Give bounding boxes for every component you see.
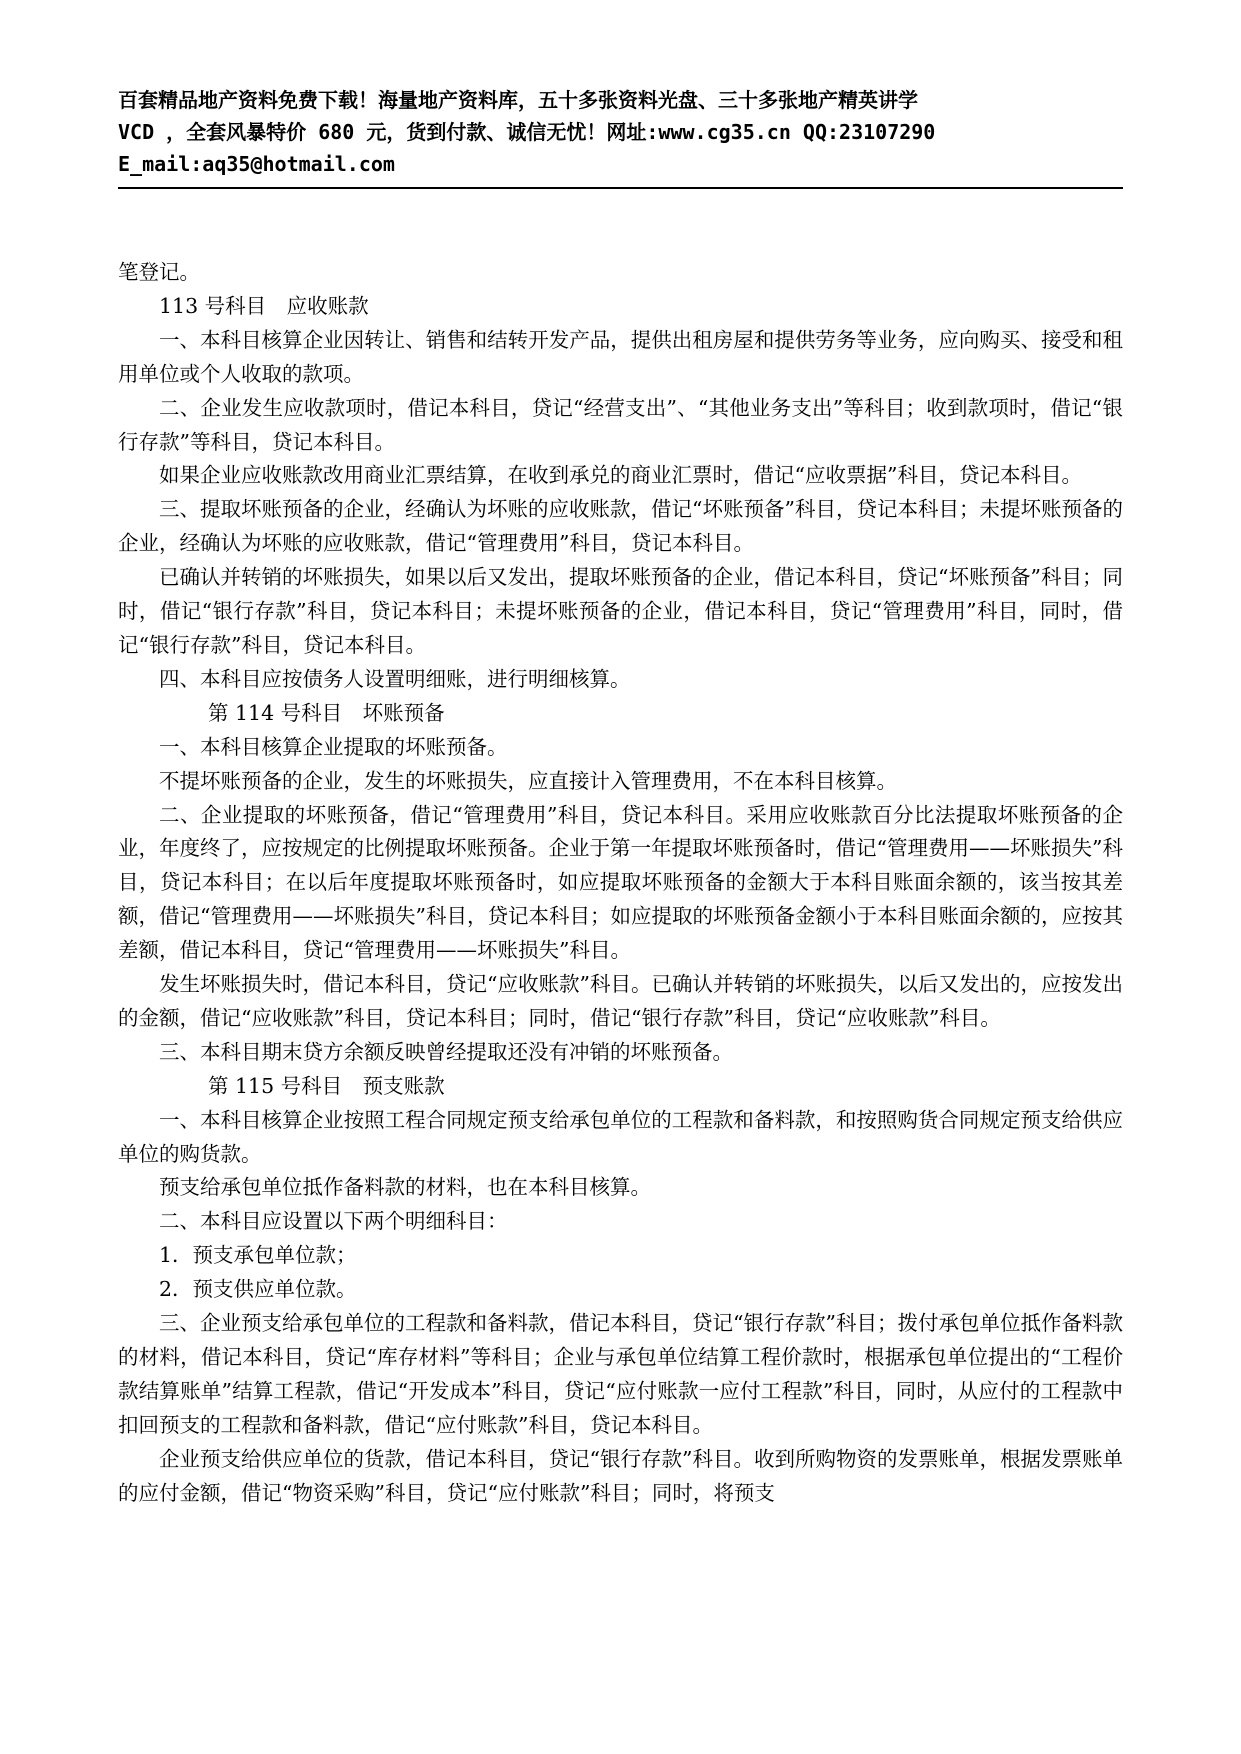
header-divider [118, 187, 1123, 189]
list-item: 1．预支承包单位款； [159, 1243, 357, 1268]
header-line: 百套精品地产资料免费下载！海量地产资料库，五十多张资料光盘、三十多张地产精英讲学 [118, 88, 918, 112]
section-heading-115: 第 115 号科目 预支账款 [208, 1073, 445, 1098]
section-heading-114: 第 114 号科目 坏账预备 [208, 700, 445, 725]
body-paragraph: 四、本科目应按债务人设置明细账，进行明细核算。 [159, 666, 631, 691]
document-body [118, 256, 1123, 1511]
header-line: VCD ，全套风暴特价 680 元，货到付款、诚信无忧！网址:www.cg35.cn QQ:23107290 [118, 120, 936, 144]
list-item: 2．预支供应单位款。 [159, 1277, 357, 1302]
body-paragraph: 三、本科目期末贷方余额反映曾经提取还没有冲销的坏账预备。 [159, 1039, 733, 1064]
body-paragraph: 一、本科目核算企业按照工程合同规定预支给承包单位的工程款和备料款，和按照购货合同规定预支给供应单位的购货款。 [118, 1107, 1123, 1166]
section-heading-113: 113 号科目 应收账款 [159, 293, 369, 318]
header-line: E_mail:aq35@hotmail.com [118, 152, 395, 176]
body-paragraph: 二、企业发生应收款项时，借记本科目，贷记“经营支出”、“其他业务支出”等科目；收到款项时，借记“银行存款”等科目，贷记本科目。 [118, 395, 1123, 454]
body-paragraph: 一、本科目核算企业提取的坏账预备。 [159, 734, 508, 759]
body-paragraph: 三、企业预支给承包单位的工程款和备料款，借记本科目，贷记“银行存款”科目；拨付承包单位抵作备料款的材料，借记本科目，贷记“库存材料”等科目；企业与承包单位结算工程价款时，根据承包单位提出的“工程价款结算账单”结算工程款，借记“开发成本”科目，贷记“应付账款一应付工程款”科目，同时，从应付的工程款中扣回预支的工程款和备料款，借记“应付账款”科目，贷记本科目。 [118, 1311, 1123, 1437]
body-paragraph: 企业预支给供应单位的货款，借记本科目，贷记“银行存款”科目。收到所购物资的发票账单，根据发票账单的应付金额，借记“物资采购”科目，贷记“应付账款”科目；同时，将预支 [118, 1446, 1123, 1505]
body-paragraph: 二、本科目应设置以下两个明细科目： [159, 1209, 508, 1234]
body-paragraph: 二、企业提取的坏账预备，借记“管理费用”科目，贷记本科目。采用应收账款百分比法提取坏账预备的企业，年度终了，应按规定的比例提取坏账预备。企业于第一年提取坏账预备时，借记“管理费用——坏账损失”科目，贷记本科目；在以后年度提取坏账预备时，如应提取坏账预备的金额大于本科目账面余额的，该当按其差额，借记“管理费用——坏账损失”科目，贷记本科目；如应提取的坏账预备金额小于本科目账面余额的，应按其差额，借记本科目，贷记“管理费用——坏账损失”科目。 [118, 802, 1123, 963]
body-paragraph: 三、提取坏账预备的企业，经确认为坏账的应收账款，借记“坏账预备”科目，贷记本科目；未提坏账预备的企业，经确认为坏账的应收账款，借记“管理费用”科目，贷记本科目。 [118, 497, 1123, 556]
promo-header [118, 84, 1123, 180]
body-paragraph: 不提坏账预备的企业，发生的坏账损失，应直接计入管理费用，不在本科目核算。 [159, 768, 897, 793]
body-paragraph: 如果企业应收账款改用商业汇票结算，在收到承兑的商业汇票时，借记“应收票据”科目，贷记本科目。 [159, 463, 1082, 488]
body-paragraph: 发生坏账损失时，借记本科目，贷记“应收账款”科目。已确认并转销的坏账损失，以后又发出的，应按发出的金额，借记“应收账款”科目，贷记本科目；同时，借记“银行存款”科目，贷记“应收账款”科目。 [118, 972, 1123, 1030]
body-paragraph: 一、本科目核算企业因转让、销售和结转开发产品，提供出租房屋和提供劳务等业务，应向购买、接受和租用单位或个人收取的款项。 [118, 327, 1123, 386]
body-paragraph: 笔登记。 [118, 260, 200, 284]
body-paragraph: 预支给承包单位抵作备料款的材料，也在本科目核算。 [159, 1175, 651, 1200]
body-paragraph: 已确认并转销的坏账损失，如果以后又发出，提取坏账预备的企业，借记本科目，贷记“坏账预备”科目；同时，借记“银行存款”科目，贷记本科目；未提坏账预备的企业，借记本科目，贷记“管理费用”科目，同时，借记“银行存款”科目，贷记本科目。 [118, 565, 1123, 657]
